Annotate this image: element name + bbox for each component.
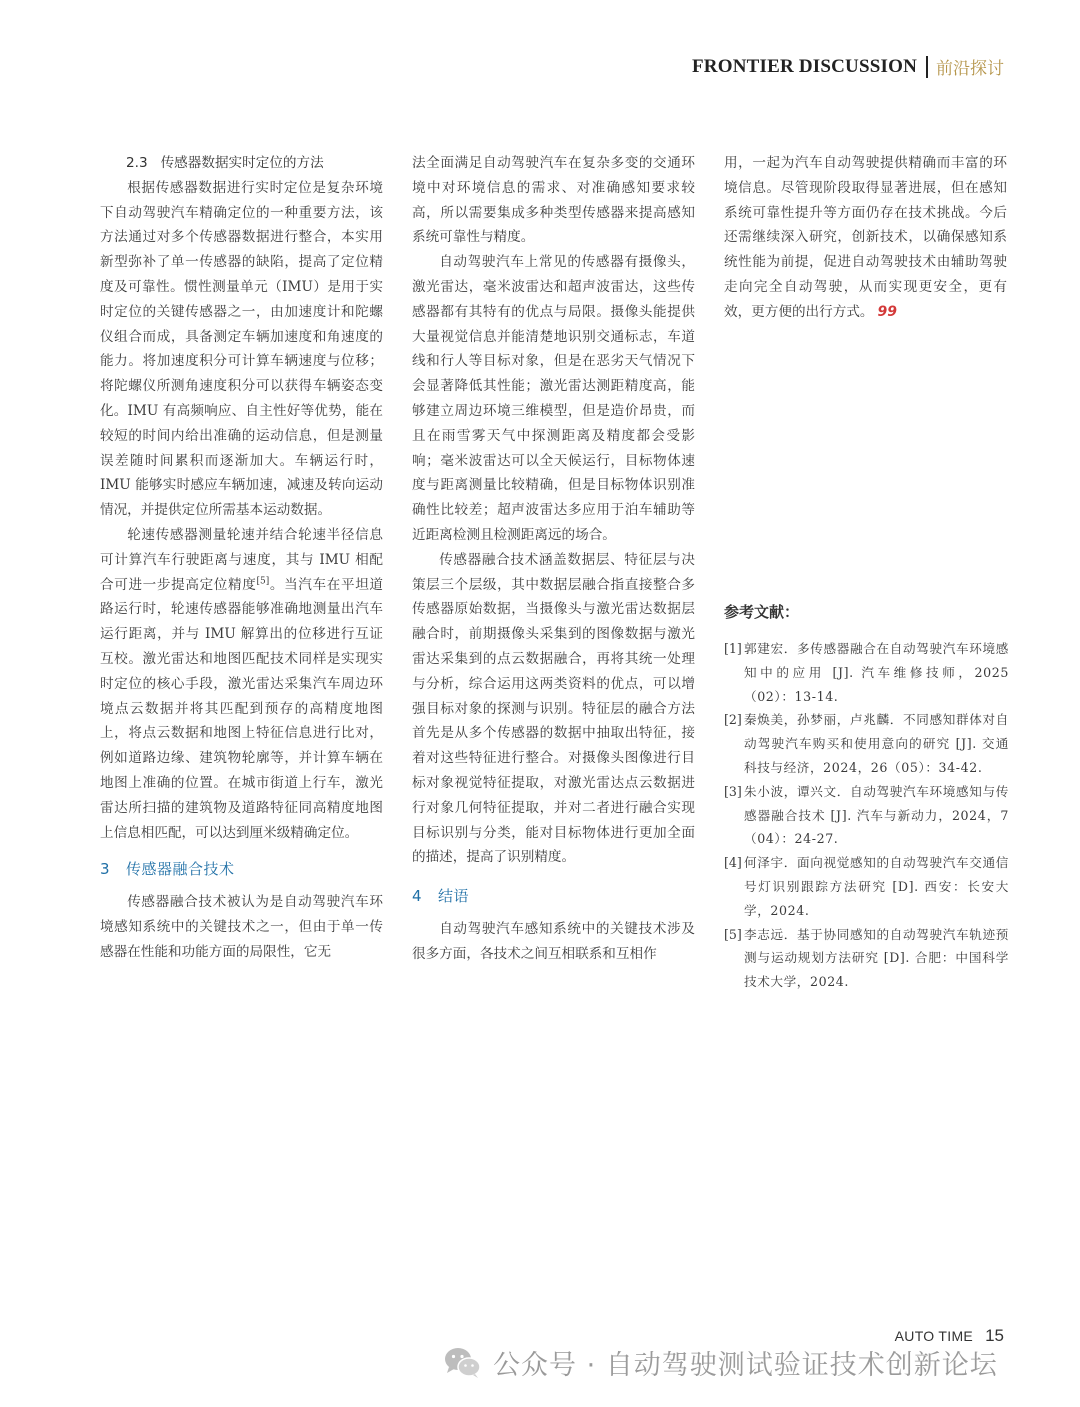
reference-item bbox=[724, 851, 1009, 922]
paragraph-3-3: 传感器融合技术涵盖数据层、特征层与决策层三个层级，其中数据层融合指直接整合多传感器原始数据，当摄像头与激光雷达数据层融合时，前期摄像头采集到的图像数据与激光雷达采集到的点云数据融合，再将其统一处理与分析，综合运用这两类资料的优点，可以增强目标对象的探测与识别。特征层的融合方法首先是从多个传感器的数据中抽取出特征，接着对这些特征进行整合。对摄像头图像进行目标对象视觉特征提取，对激光雷达点云数据进行对象几何特征提取，并对二者进行融合实现目标识别与分类，能对目标物体进行更加全面的描述，提高了识别精度。 bbox=[412, 551, 695, 866]
paragraph-3-2: 自动驾驶汽车上常见的传感器有摄像头，激光雷达，毫米波雷达和超声波雷达，这些传感器都有其特有的优点与局限。摄像头能提供大量视觉信息并能清楚地识别交通标志，车道线和行人等目标对象，但是在恶劣天气情况下会显著降低其性能；激光雷达测距精度高，能够建立周边环境三维模型，但是造价昂贵，而且在雨雪雾天气中探测距离及精度都会受影响；毫米波雷达可以全天候运行，目标物体速度与距离测量比较精确，但是目标物体识别准确性比较差；超声波雷达多应用于泊车辅助等近距离检测且检测距离远的场合。 bbox=[412, 254, 695, 543]
reference-text: 何泽宇．面向视觉感知的自动驾驶汽车交通信号灯识别跟踪方法研究 [D]. 西安：长安大学，2024. bbox=[744, 855, 1009, 918]
subsection-heading-2-3 bbox=[126, 151, 383, 176]
paragraph-2-3-1: 根据传感器数据进行实时定位是复杂环境下自动驾驶汽车精确定位的一种重要方法，该方法通过对多个传感器数据进行整合，本实用新型弥补了单一传感器的缺陷，提高了定位精度及可靠性。惯性测量单元（IMU）是用于实时定位的关键传感器之一，由加速度计和陀螺仪组合而成，具备测定车辆加速度和角速度的能力。将加速度积分可计算车辆速度与位移；将陀螺仪所测角速度积分可以获得车辆姿态变化。IMU 有高频响应、自主性好等优势，能在较短的时间内给出准确的运动信息，但是测量误差随时间累积而逐渐加大。车辆运行时，IMU 能够实时感应车辆加速，减速及转向运动情况，并提供定位所需基本运动数据。 bbox=[100, 179, 383, 519]
reference-item bbox=[724, 637, 1009, 708]
reference-number: [1] bbox=[724, 641, 742, 656]
reference-text: 李志远．基于协同感知的自动驾驶汽车轨迹预测与运动规划方法研究 [D]. 合肥：中国科学技术大学，2024. bbox=[744, 926, 1009, 990]
paragraph-4-1-text: 用，一起为汽车自动驾驶提供精确而丰富的环境信息。尽管现阶段取得显著进展，但在感知系统可靠性提升等方面仍存在技术挑战。今后还需继续深入研究，创新技术，以确保感知系统性能为前提，促进自动驾驶技术由辅助驾驶走向完全自动驾驶，从而实现更安全，更有效，更方便的出行方式。 bbox=[724, 155, 1007, 320]
paragraph-2-3-2 bbox=[100, 523, 383, 845]
column-2 bbox=[412, 151, 695, 967]
reference-number: [4] bbox=[724, 855, 742, 871]
wechat-watermark bbox=[443, 1343, 998, 1382]
reference-number: [2] bbox=[724, 712, 742, 728]
header-title-cn: 前沿探讨 bbox=[936, 59, 1004, 79]
section-number: 3 bbox=[100, 860, 111, 879]
subsection-number: 2.3 bbox=[126, 155, 148, 171]
paragraph-4-1-start: 自动驾驶汽车感知系统中的关键技术涉及很多方面，各技术之间互相联系和互相作 bbox=[412, 920, 695, 962]
header-title-en: FRONTIER DISCUSSION bbox=[692, 55, 917, 77]
reference-text: 朱小波，谭兴文．自动驾驶汽车环境感知与传感器融合技术 [J]. 汽车与新动力，2024，7（04）：24-27. bbox=[744, 783, 1009, 847]
header-divider bbox=[926, 56, 928, 78]
wechat-icon bbox=[443, 1346, 483, 1380]
running-header bbox=[692, 54, 1004, 79]
magazine-name: AUTO TIME bbox=[894, 1328, 974, 1344]
section-number: 4 bbox=[412, 887, 423, 906]
reference-item bbox=[724, 708, 1009, 779]
reference-text: 郭建宏．多传感器融合在自动驾驶汽车环境感知中的应用 [J]. 汽车维修技师，2025（02）：13-14. bbox=[744, 641, 1009, 704]
reference-number: [5] bbox=[724, 926, 742, 942]
paragraph-2-3-2-part-b: 。当汽车在平坦道路运行时，轮速传感器能够准确地测量出汽车运行距离，并与 IMU 解算出的位移进行互证互校。激光雷达和地图匹配技术同样是实现实时定位的核心手段，激光雷达采集汽车周边环境点云数据并将其匹配到预存的高精度地图上，将点云数据和地图上特征信息进行比对，例如道路边缘、建筑物轮廓等，并计算车辆在地图上准确的位置。在城市街道上行车，激光雷达所扫描的建筑物及道路特征同高精度地图上信息相匹配，可以达到厘米级精确定位。 bbox=[100, 576, 384, 841]
watermark-text: 公众号 · 自动驾驶测试验证技术创新论坛 bbox=[493, 1350, 998, 1381]
references-title: 参考文献： bbox=[724, 603, 800, 621]
references-list bbox=[724, 637, 1009, 994]
paragraph-4-1-cont bbox=[724, 151, 1007, 325]
section-title: 传感器融合技术 bbox=[126, 860, 235, 879]
paragraph-3-1-cont: 法全面满足自动驾驶汽车在复杂多变的交通环境中对环境信息的需求、对准确感知要求较高，所以需要集成多种类型传感器来提高感知系统可靠性与精度。 bbox=[412, 155, 695, 246]
reference-text: 秦焕美，孙梦丽，卢兆麟．不同感知群体对自动驾驶汽车购买和使用意向的研究 [J]. 交通科技与经济，2024，26（05）：34-42. bbox=[744, 712, 1009, 775]
column-1 bbox=[100, 151, 383, 965]
citation-5: [5] bbox=[256, 576, 270, 587]
end-mark: 99 bbox=[877, 303, 898, 320]
page-number: 15 bbox=[985, 1326, 1004, 1345]
subsection-title: 传感器数据实时定位的方法 bbox=[160, 155, 324, 171]
reference-item bbox=[724, 780, 1009, 851]
section-title: 结语 bbox=[438, 887, 470, 906]
section-heading-3 bbox=[100, 857, 383, 882]
paragraph-3-1-start: 传感器融合技术被认为是自动驾驶汽车环境感知系统中的关键技术之一，但由于单一传感器在性能和功能方面的局限性，它无 bbox=[100, 894, 383, 960]
reference-number: [3] bbox=[724, 783, 742, 799]
paragraph-2-3-2-part-a: 轮速传感器测量轮速并结合轮速半径信息可计算汽车行驶距离与速度，其与 IMU 相配合可进一步提高定位精度 bbox=[100, 526, 383, 593]
reference-item bbox=[724, 923, 1009, 994]
column-3 bbox=[724, 151, 1007, 325]
section-heading-4 bbox=[412, 884, 695, 909]
